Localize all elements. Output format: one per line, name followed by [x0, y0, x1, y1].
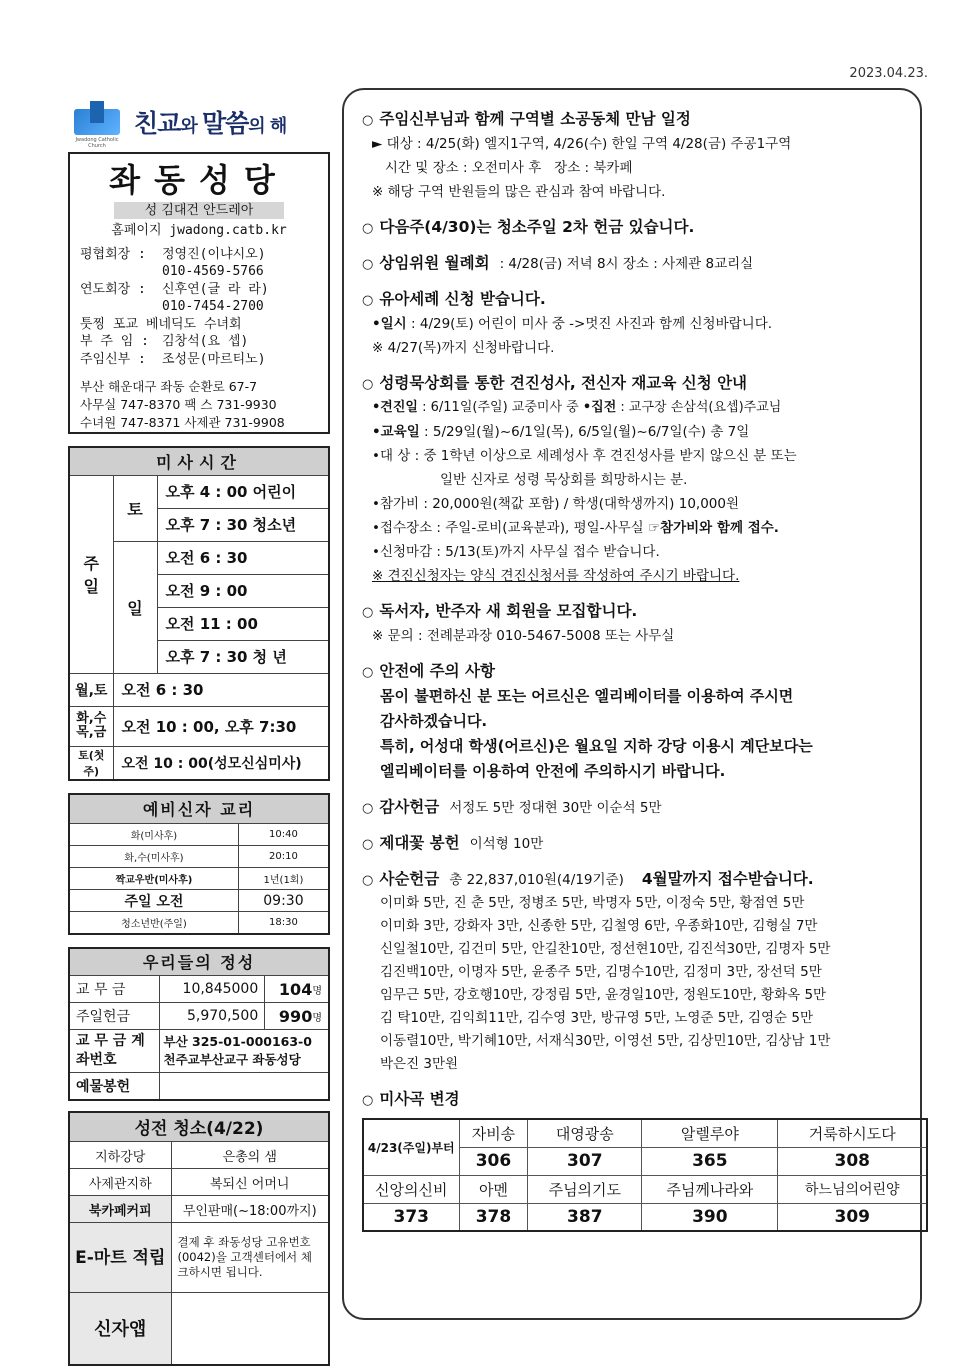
mass-title: 미사시간	[69, 447, 329, 475]
notice-title: 사순헌금	[379, 870, 440, 888]
staff-list	[80, 246, 318, 369]
donor-line: 신일철10만, 김건미 5만, 안길찬10만, 정선현10만, 김진석30만, 김명자 5만	[380, 941, 831, 957]
notice-line: •참가비 : 20,000원(책값 포함) / 학생(대학생까지) 10,000원	[372, 496, 740, 512]
notice-line: ※ 4/27(목)까지 신청바랍니다.	[372, 340, 555, 356]
mass-time: 오후 7 : 30 청소년	[157, 508, 329, 541]
offering-table	[68, 947, 330, 1101]
logo-row	[68, 96, 330, 148]
weekday-label: 토(첫주)	[69, 746, 113, 780]
notice-line: ► 대상 : 4/25(화) 엘지1구역, 4/26(수) 한일 구역 4/28(금) 주공1구역	[372, 136, 792, 152]
notice-title: 독서자, 반주자 새 회원을 모집합니다.	[379, 602, 638, 620]
notice-title: 안전에 주의 사항	[379, 662, 495, 680]
notice-title: 상임위원 월례회	[379, 254, 490, 272]
catechumen-title: 예비신자 교리	[69, 794, 329, 824]
mass-time: 오전 10 : 00, 오후 7:30	[113, 706, 329, 746]
notice-lector-recruit: ○ 독서자, 반주자 새 회원을 모집합니다. ※ 문의 : 전례분과장 010-5467-5008 또는 사무실	[362, 600, 902, 648]
notice-line: •교육일 : 5/29일(월)~6/1일(목), 6/5일(월)~6/7일(수) 총 7일	[372, 424, 750, 440]
hymn-number: 390	[642, 1203, 778, 1231]
notice-detail: 총 22,837,010원(4/19기준)	[449, 872, 624, 888]
donor-line: 이미화 3만, 강화자 3만, 신종한 5만, 김철영 6만, 우종화10만, 김형실 7만	[380, 918, 818, 934]
notice-detail: : 4/28(금) 저녁 8시 장소 : 사제관 8교리실	[499, 256, 754, 272]
notice-title: 제대꽃 봉헌	[379, 834, 460, 852]
hymn-name: 알렐루야	[642, 1119, 778, 1147]
sunday-day-label: 일	[113, 541, 157, 673]
hymn-name: 신앙의신비	[363, 1175, 459, 1203]
homepage-link[interactable]: 홈페이지 jwadong.catb.kr	[111, 223, 287, 238]
notice-detail: 이석형 10만	[469, 836, 544, 852]
notice-line: 엘리베이터를 이용하여 안전에 주의하시기 바랍니다.	[380, 762, 726, 780]
offering-unit: 명	[312, 976, 329, 1003]
mass-time: 오전 6 : 30	[113, 673, 329, 706]
notice-thanks-offering: ○ 감사헌금 서정도 5만 정대현 30만 이순석 5만	[362, 798, 662, 816]
hymn-name: 거룩하시도다	[778, 1119, 927, 1147]
hymn-number: 308	[778, 1147, 927, 1175]
notices-panel	[342, 88, 922, 1320]
notice-line: 시간 및 장소 : 오전미사 후 장소 : 북카페	[372, 160, 633, 176]
hymn-number: 378	[459, 1203, 528, 1231]
class-time: 18:30	[238, 912, 329, 934]
weekday-label: 화,수 목,금	[69, 706, 113, 746]
emart-label: E-마트 적립	[69, 1223, 171, 1293]
class-day: 청소년반(주일)	[69, 912, 238, 934]
church-logo-icon: Jwadong Catholic Church	[68, 101, 126, 143]
notice-safety: ○ 안전에 주의 사항 몸이 불편하신 분 또는 어르신은 엘리베이터를 이용하여 주시면 감사하겠습니다. 특히, 어성대 학생(어르신)은 월요일 지하 강당 이용시 계단보다는 엘리베이터를 이용하여 안전에 주의하시기 바랍니다.	[362, 660, 902, 784]
mass-time: 오후 4 : 00 어린이	[157, 475, 329, 508]
class-day: 주일 오전	[69, 890, 238, 912]
donor-line: 박은진 3만원	[380, 1056, 459, 1072]
hymn-name: 주님께나라와	[642, 1175, 778, 1203]
donor-line: 김진백10만, 이명자 5만, 윤종주 5만, 김명수10만, 김정미 3만, 장선덕 5만	[380, 964, 822, 980]
staff-row: 주임신부 : 조성문(마르티노)	[80, 351, 266, 367]
sunday-label: 주일	[69, 475, 113, 673]
staff-row: 툿찡 포교 베네딕도 수녀회	[80, 316, 242, 332]
notice-line: •일시 : 4/29(토) 어린이 미사 중 ->멋진 사진과 함께 신청바랍니다.	[372, 316, 773, 332]
notice-line: 감사하겠습니다.	[380, 712, 488, 730]
notice-line: ※ 문의 : 전례분과장 010-5467-5008 또는 사무실	[372, 628, 675, 644]
donor-line: 임무근 5만, 강호행10만, 강정림 5만, 윤경일10만, 정원도10만, 황화옥 5만	[380, 987, 827, 1003]
offering-label: 교 무 금	[69, 976, 159, 1003]
bulletin-date: 2023.04.23.	[849, 66, 928, 81]
notice-title: 성령묵상회를 통한 견진성사, 전신자 재교육 신청 안내	[379, 374, 748, 392]
offering-title: 우리들의 정성	[69, 948, 329, 976]
account-label: 교 무 금 계좌번호	[69, 1030, 159, 1073]
gift-value	[159, 1073, 329, 1100]
class-time: 1년(1회)	[238, 868, 329, 890]
mass-time: 오전 9 : 00	[157, 574, 329, 607]
mass-time: 오전 11 : 00	[157, 607, 329, 640]
class-time: 20:10	[238, 846, 329, 868]
hymn-name: 대영광송	[528, 1119, 642, 1147]
mass-schedule-table	[68, 446, 330, 781]
church-info-box	[68, 152, 330, 434]
mass-time: 오전 10 : 00(성모신심미사)	[113, 746, 329, 780]
catechumen-table	[68, 793, 330, 935]
church-address: 부산 해운대구 좌동 순환로 67-7 사무실 747-8370 팩 스 731-9930 수녀원 747-8371 사제관 731-9908	[80, 379, 285, 430]
donor-line: 이미화 5만, 진 춘 5만, 정병조 5만, 박명자 5만, 이정숙 5만, 황점연 5만	[380, 895, 805, 911]
notice-title: 다음주(4/30)는 청소주일 2차 헌금 있습니다.	[379, 218, 695, 236]
hymn-date-label: 4/23(주일)부터	[363, 1119, 459, 1175]
hymn-number: 373	[363, 1203, 459, 1231]
clean-group: 은총의 샘	[171, 1142, 329, 1169]
offering-count: 104	[265, 976, 313, 1003]
staff-row: 평협회장 : 정영진(이냐시오)	[80, 246, 266, 262]
class-time: 09:30	[238, 890, 329, 912]
notice-confirmation: ○ 성령묵상회를 통한 견진성사, 전신자 재교육 신청 안내 •견진일 : 6/11일(주일) 교중미사 중 •집전 : 교구장 손삼석(요셉)주교님 •교육일 : 5/29일(월)~6/1일(목), 6/5일(월)~6/7일(수) 총 7일 •대 상 : 중 1학년 이상으로 세례성사 후 견진성사를 받지 않으신 분 또는 일반 신자로 성령 묵상회를 희망하시는 분. •참가비 : 20,000원(책값 포함) / 학생(대학생까지) 10,000원 •접수장소 : 주일-로비(교육분과), 평일-사무실 ☞참가비와 함께 접수. •신청마감 : 5/13(토)까지 사무실 접수 받습니다. ※ 견진신청자는 양식 견진신청서를 작성하여 주시기 바랍니다.	[362, 372, 902, 588]
hymn-name: 하느님의어린양	[778, 1175, 927, 1203]
offering-unit: 명	[312, 1003, 329, 1030]
notice-committee: ○ 상임위원 월례회 : 4/28(금) 저녁 8시 장소 : 사제관 8교리실	[362, 254, 754, 272]
notice-small-community: ○ 주임신부님과 함께 구역별 소공동체 만남 일정 ► 대상 : 4/25(화) 엘지1구역, 4/26(수) 한일 구역 4/28(금) 주공1구역 시간 및 장소 : 오전미사 후 장소 : 북카페 ※ 해당 구역 반원들의 많은 관심과 참여 바랍니다.	[362, 108, 902, 204]
notice-line: 일반 신자로 성령 묵상회를 희망하시는 분.	[440, 472, 688, 488]
hymn-number: 306	[459, 1147, 528, 1175]
notice-detail: 서정도 5만 정대현 30만 이순석 5만	[449, 800, 662, 816]
notice-line: •견진일 : 6/11일(주일) 교중미사 중 •집전 : 교구장 손삼석(요셉)주교님	[372, 400, 782, 415]
offering-amount: 5,970,500	[159, 1003, 265, 1030]
saturday-label: 토	[113, 475, 157, 541]
hymn-number: 309	[778, 1203, 927, 1231]
staff-row: 연도회장 : 신후연(글 라 라)	[80, 281, 269, 297]
believer-app-label[interactable]: 신자앱	[69, 1293, 171, 1365]
hymn-name: 자비송	[459, 1119, 528, 1147]
believer-app-value	[171, 1293, 329, 1365]
class-day: 화,수(미사후)	[69, 846, 238, 868]
notice-line: 특히, 어성대 학생(어르신)은 월요일 지하 강당 이용시 계단보다는	[380, 737, 813, 755]
hymn-name: 주님의기도	[528, 1175, 642, 1203]
clean-place: 지하강당	[69, 1142, 171, 1169]
donor-line: 김 탁10만, 김익희11만, 김수영 3만, 방규영 5만, 노영준 5만, 김영순 5만	[380, 1010, 814, 1026]
mass-time: 오후 7 : 30 청 년	[157, 640, 329, 673]
patron-saint: 성 김대건 안드레아	[114, 202, 284, 219]
donor-line: 이동렬10만, 박기혜10만, 서재식30만, 이영선 5만, 김상민10만, 김상남 1만	[380, 1033, 831, 1049]
notice-title: 미사곡 변경	[379, 1090, 460, 1108]
notice-altar-flowers: ○ 제대꽃 봉헌 이석형 10만	[362, 834, 544, 852]
hymn-number: 365	[642, 1147, 778, 1175]
staff-row: 부 주 임 : 김창석(요 셉)	[80, 334, 249, 349]
staff-row: 010-4569-5766	[162, 264, 264, 279]
offering-amount: 10,845000	[159, 976, 265, 1003]
class-day: 화(미사후)	[69, 824, 238, 846]
hymn-number: 387	[528, 1203, 642, 1231]
notice-line: •대 상 : 중 1학년 이상으로 세례성사 후 견진성사를 받지 않으신 분 또는	[372, 448, 797, 464]
gift-label: 예물봉헌	[69, 1073, 159, 1100]
left-column	[68, 96, 330, 1366]
clean-group: 무인판매(~18:00까지)	[171, 1196, 329, 1223]
notice-title: 유아세례 신청 받습니다.	[379, 290, 546, 308]
offering-label: 주일헌금	[69, 1003, 159, 1030]
notice-infant-baptism: ○ 유아세례 신청 받습니다. •일시 : 4/29(토) 어린이 미사 중 ->멋진 사진과 함께 신청바랍니다. ※ 4/27(목)까지 신청바랍니다.	[362, 288, 902, 360]
notice-line: 몸이 불편하신 분 또는 어르신은 엘리베이터를 이용하여 주시면	[380, 687, 794, 705]
notice-detail-bold: 4월말까지 접수받습니다.	[641, 870, 814, 888]
notice-line: •신청마감 : 5/13(토)까지 사무실 접수 받습니다.	[372, 544, 660, 560]
cleaning-table	[68, 1111, 330, 1366]
notice-line: ※ 견진신청자는 양식 견진신청서를 작성하여 주시기 바랍니다.	[372, 568, 740, 584]
cleaning-title: 성전 청소(4/22)	[69, 1112, 329, 1142]
staff-row: 010-7454-2700	[162, 299, 264, 314]
class-day: 짝교우반(미사후)	[69, 868, 238, 890]
clean-place: 북카페커피	[69, 1196, 171, 1223]
notice-title: 주임신부님과 함께 구역별 소공동체 만남 일정	[379, 110, 691, 128]
notice-line: ※ 해당 구역 반원들의 많은 관심과 참여 바랍니다.	[372, 184, 666, 200]
notice-mass-music: ○ 미사곡 변경 4/23(주일)부터 자비송 대영광송 알렐루야 거룩하시도다 306 307 365 308 신앙의신비 아멘 주님의기도 주님께나라와 하느님의어린양 373 378 387 390 309	[362, 1088, 902, 1232]
hymn-number: 307	[528, 1147, 642, 1175]
hymn-table	[362, 1118, 928, 1232]
clean-group: 복되신 어머니	[171, 1169, 329, 1196]
weekday-label: 월,토	[69, 673, 113, 706]
year-theme-title: 친교와 말씀의 해	[134, 109, 287, 138]
church-name: 좌동성당	[109, 161, 289, 199]
notice-title: 감사헌금	[379, 798, 440, 816]
notice-cleaning-sunday: ○ 다음주(4/30)는 청소주일 2차 헌금 있습니다.	[362, 218, 695, 236]
notice-lent-offering: ○ 사순헌금 총 22,837,010원(4/19기준) 4월말까지 접수받습니다. 이미화 5만, 진 춘 5만, 정병조 5만, 박명자 5만, 이정숙 5만, 황점연 5만 이미화 3만, 강화자 3만, 신종한 5만, 김철영 6만, 우종화10만, 김형실 7만 신일철10만, 김건미 5만, 안길찬10만, 정선현10만, 김진석30만, 김명자 5만 김진백10만, 이명자 5만, 윤종주 5만, 김명수10만, 김정미 3만, 장선덕 5만 임무근 5만, 강호행10만, 강정림 5만, 윤경일10만, 정원도10만, 황화옥 5만 김 탁10만, 김익희11만, 김수영 3만, 방규영 5만, 노영준 5만, 김영순 5만 이동렬10만, 박기혜10만, 서재식30만, 이영선 5만, 김상민10만, 김상남 1만 박은진 3만원	[362, 868, 902, 1076]
class-time: 10:40	[238, 824, 329, 846]
emart-description: 결제 후 좌동성당 고유번호(0042)을 고객센터에서 체크하시면 됩니다.	[171, 1223, 329, 1293]
bank-account: 부산 325-01-000163-0 천주교부산교구 좌동성당	[159, 1030, 329, 1073]
hymn-name: 아멘	[459, 1175, 528, 1203]
mass-time: 오전 6 : 30	[157, 541, 329, 574]
notice-line: •접수장소 : 주일-로비(교육분과), 평일-사무실 ☞참가비와 함께 접수.	[372, 520, 779, 536]
clean-place: 사제관지하	[69, 1169, 171, 1196]
offering-count: 990	[265, 1003, 313, 1030]
